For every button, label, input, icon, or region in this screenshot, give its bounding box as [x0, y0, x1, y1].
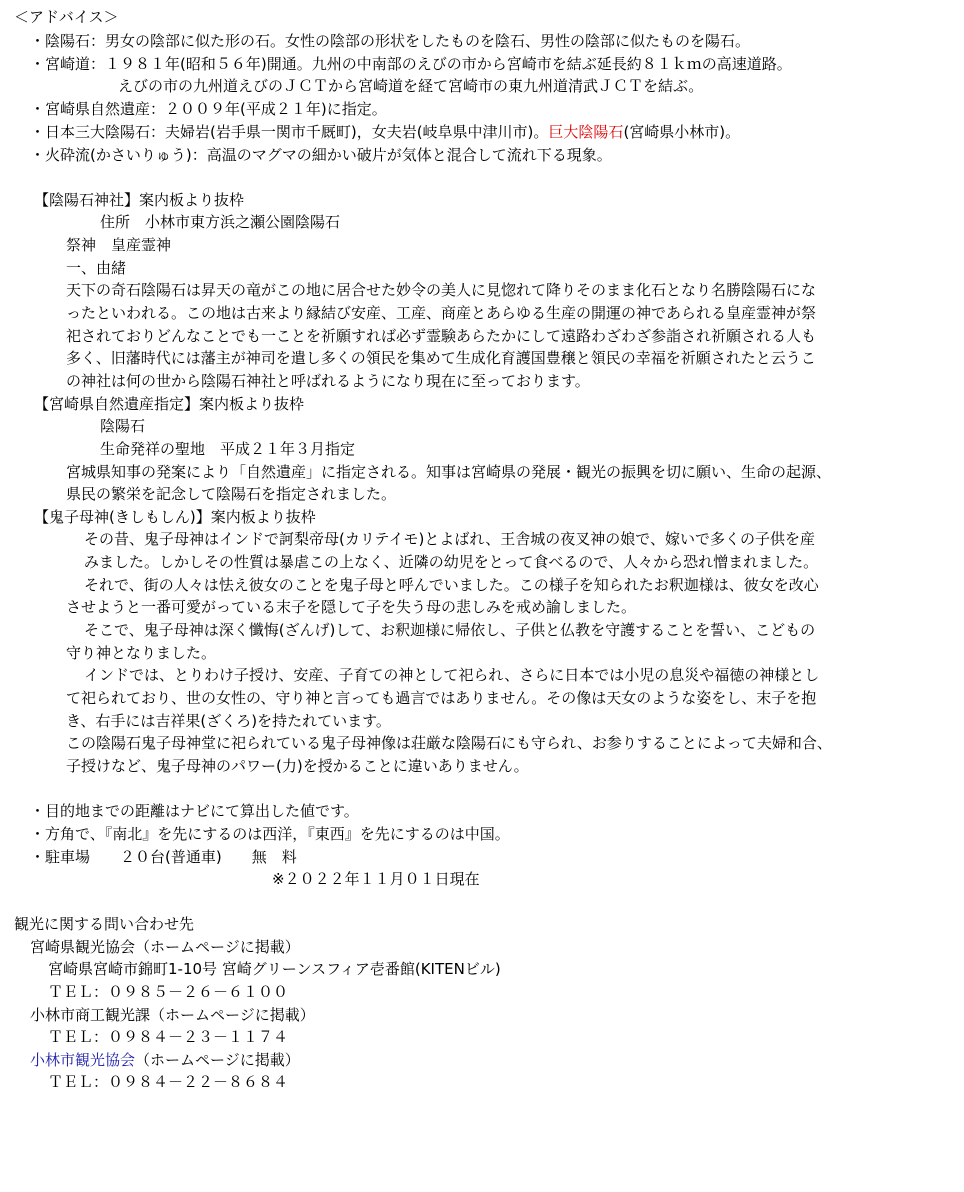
heritage-text-line: 宮城県知事の発案により「自然遺産」に指定される。知事は宮崎県の発展・観光の振興を切に願い、生命の起源、 [66, 463, 832, 481]
shrine-section: 一、由緒 [66, 259, 127, 277]
note-direction: ・方角で、『南北』を先にするのは西洋，『東西』を先にするのは中国。 [30, 825, 510, 843]
sanndai-prefix: ・日本三大陰陽石：夫婦岩(岩手県一関市千厩町)，女夫岩(岐阜県中津川市)。 [30, 123, 549, 141]
shrine-address: 住所 小林市東方浜之瀬公園陰陽石 [100, 213, 341, 231]
kobayashi-assoc-suffix: （ホームページに掲載） [135, 1051, 300, 1069]
shrine-history-line: の神社は何の世から陰陽石神社と呼ばれるようになり現在に至っております。 [66, 372, 590, 390]
kishimojin-text-line: そこで、鬼子母神は深く懺悔(ざんげ)して、お釈迦様に帰依し、子供と仏教を守護することを誓い、こどもの [84, 621, 816, 639]
heritage-text-line: 県民の繁栄を記念して陰陽石を指定されました。 [66, 485, 397, 503]
shrine-history-line: ったといわれる。この地は古来より縁結び安産、工産、商産とあらゆる生産の開運の神であられる皇産霊神が祭 [66, 304, 817, 322]
kishimojin-text-line: インドでは、とりわけ子授け、安産、子育ての神として祀られ、さらに日本では小児の息災や福徳の神様とし [84, 666, 820, 684]
kishimojin-text-line: この陰陽石鬼子母神堂に祀られている鬼子母神像は荘厳な陰陽石にも守られ、お参りすることによって夫婦和合、 [66, 734, 832, 752]
advice-item-miyazakido-cont: えびの市の九州道えびのＪＣＴから宮崎道を経て宮崎市の東九州道清武ＪＣＴを結ぶ。 [118, 77, 704, 95]
advice-item-sanndai [30, 121, 740, 143]
shrine-history-line: 多く、旧藩時代には藩主が神司を遣し多くの領民を集めて生成化育護国豊穣と領民の幸福を祈願されたと云うこ [66, 349, 816, 367]
contact-kobayashi-assoc [30, 1049, 300, 1071]
advice-heading: ＜アドバイス＞ [14, 8, 119, 26]
kishimojin-text-line: みました。しかしその性質は暴虐この上なく、近隣の幼児をとって食べるので、人々から恐れ憎まれました。 [84, 553, 819, 571]
heritage-heading: 【宮崎県自然遺産指定】案内板より抜枠 [34, 395, 305, 413]
heritage-subtitle: 生命発祥の聖地 平成２１年３月指定 [100, 440, 356, 458]
kishimojin-text-line: て祀られており、世の女性の、守り神と言っても過言ではありません。その像は天女のような姿をし、末子を抱 [66, 689, 817, 707]
advice-item-miyazakido: ・宮崎道：１９８１年(昭和５６年)開通。九州の中南部のえびの市から宮崎市を結ぶ延長約８１ｋｍの高速道路。 [30, 55, 792, 73]
heritage-name: 陰陽石 [100, 417, 146, 435]
contact-miyazaki-address: 宮崎県宮崎市錦町1-10号 宮崎グリーンスフィア壱番館(KITENビル) [48, 960, 501, 978]
kishimojin-text-line: き、右手には吉祥果(ざくろ)を持たれています。 [66, 712, 391, 730]
note-as-of: ※２０２２年１１月０１日現在 [272, 870, 480, 888]
shrine-history-line: 祀されておりどんなことでも一ことを祈願すれば必ず霊験あらたかにして遠路わざわざ参詣され祈願される人も [66, 327, 817, 345]
kishimojin-heading: 【鬼子母神(きしもしん)】案内板より抜枠 [34, 508, 316, 526]
kishimojin-text-line: それで、街の人々は怯え彼女のことを鬼子母と呼んでいました。この様子を知られたお釈迦様は、彼女を改心 [84, 576, 819, 594]
contact-kobayashi-assoc-tel: ＴＥＬ：０９８４－２２－８６８４ [48, 1073, 289, 1091]
shrine-history-line: 天下の奇石陰陽石は昇天の竜がこの地に居合せた妙令の美人に見惚れて降りそのまま化石となり名勝陰陽石にな [66, 281, 817, 299]
note-distance: ・目的地までの距離はナビにて算出した値です。 [30, 802, 359, 820]
advice-item-inyoseki: ・陰陽石：男女の陰部に似た形の石。女性の陰部の形状をしたものを陰石、男性の陰部に似たものを陽石。 [30, 32, 751, 50]
sanndai-suffix: (宮崎県小林市)。 [623, 123, 741, 141]
kobayashi-assoc-link[interactable]: 小林市観光協会 [30, 1051, 136, 1069]
note-parking: ・駐車場 ２０台(普通車) 無 料 [30, 848, 297, 866]
kishimojin-text-line: 守り神となりました。 [66, 644, 217, 662]
advice-item-kasairyu: ・火砕流(かさいりゅう)：高温のマグマの細かい破片が気体と混合して流れ下る現象。 [30, 146, 612, 164]
contact-miyazaki-assoc: 宮崎県観光協会（ホームページに掲載） [30, 938, 300, 956]
shrine-heading: 【陰陽石神社】案内板より抜枠 [34, 191, 245, 209]
kishimojin-text-line: その昔、鬼子母神はインドで訶梨帝母(カリテイモ)とよばれ、王舎城の夜叉神の娘で、嫁いで多くの子供を産 [84, 530, 815, 548]
contact-kobayashi-dept-tel: ＴＥＬ：０９８４－２３－１１７４ [48, 1028, 289, 1046]
contact-kobayashi-dept: 小林市商工観光課（ホームページに掲載） [30, 1006, 315, 1024]
shrine-deity: 祭神 皇産霊神 [66, 236, 172, 254]
contacts-heading: 観光に関する問い合わせ先 [14, 915, 195, 933]
advice-item-heritage: ・宮崎県自然遺産：２００９年(平成２１年)に指定。 [30, 100, 387, 118]
contact-miyazaki-tel: ＴＥＬ：０９８５－２６－６１００ [48, 983, 289, 1001]
kishimojin-text-line: 子授けなど、鬼子母神のパワー(力)を授かることに違いありません。 [66, 757, 529, 775]
sanndai-highlight: 巨大陰陽石 [548, 123, 624, 141]
kishimojin-text-line: させようと一番可愛がっている末子を隠して子を失う母の悲しみを戒め諭しました。 [66, 598, 637, 616]
